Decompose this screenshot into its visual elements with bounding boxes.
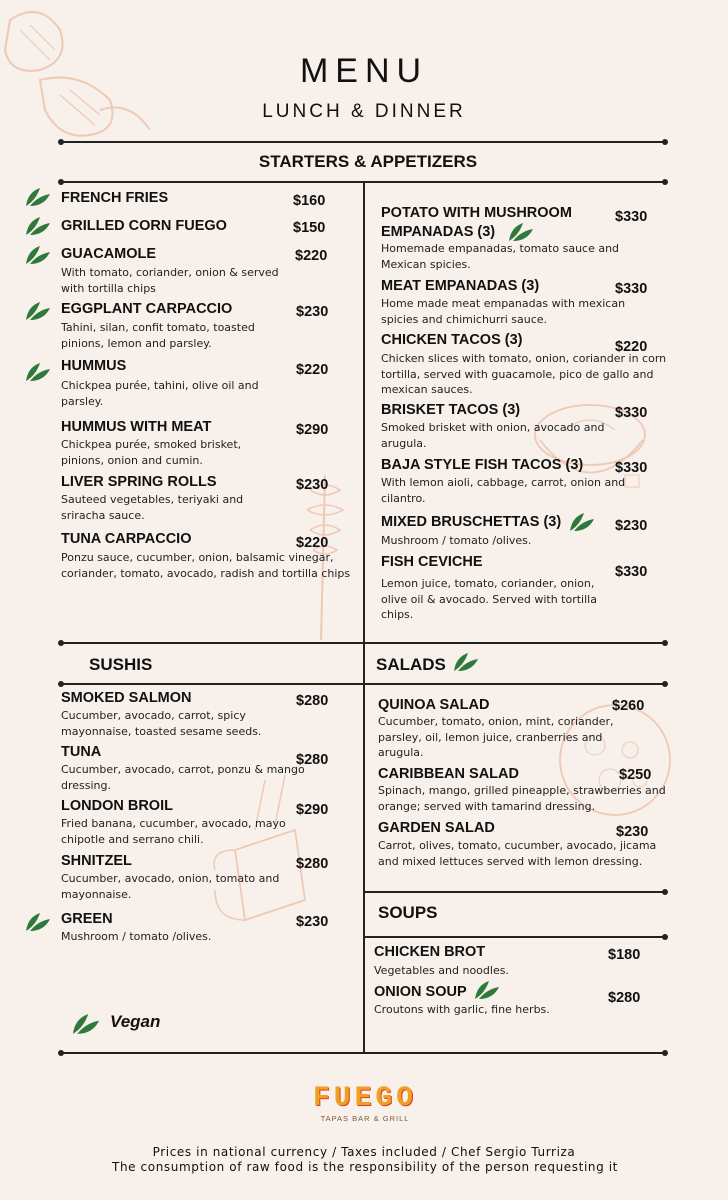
menu-item-price: $220 [615,339,648,355]
menu-item-description: Chickpea purée, smoked brisket, pinions, onion and cumin. [61,438,242,467]
menu-item-name: GRILLED CORN FUEGO [61,218,227,234]
divider-dot [662,139,668,145]
logo-wordmark: FUEGO [312,1083,417,1114]
vegan-leaf-icon [24,244,52,266]
menu-item-name: FRENCH FRIES [61,190,169,206]
menu-item-description: Homemade empanadas, tomato sauce and Mexican spicies. [381,242,620,271]
menu-item-name: GARDEN SALAD [378,820,495,836]
divider-dot [662,1050,668,1056]
sushi-sketch-illustration [195,770,325,930]
menu-item-name: TUNA CARPACCIO [61,531,192,547]
menu-item-name: GREEN [61,911,113,927]
menu-item-price: $230 [296,914,329,930]
divider-line [365,891,664,893]
divider-line [60,1052,664,1054]
logo-tagline: TAPAS BAR & GRILL [320,1114,410,1123]
menu-item-description: Fried banana, cucumber, avocado, mayo chipotle and serrano chili. [61,817,286,846]
menu-item-name: FISH CEVICHE [381,554,483,570]
menu-item-name: EMPANADAS (3) [381,224,496,240]
menu-item-price: $230 [616,824,649,840]
divider-line [365,936,664,938]
menu-item-description: Lemon juice, tomato, coriander, onion, olive oil & avocado. Served with tortilla chips. [381,577,597,621]
menu-item-name: ONION SOUP [374,984,467,1000]
vegan-leaf-icon [24,186,52,208]
menu-item-name: HUMMUS [61,358,127,374]
menu-item-name: GUACAMOLE [61,246,157,262]
menu-item-price: $220 [296,362,329,378]
menu-item-price: $330 [615,281,648,297]
divider-line [60,642,664,644]
menu-item-name: SHNITZEL [61,853,132,869]
menu-item-price: $280 [296,856,329,872]
menu-item-description: With tomato, coriander, onion & served with tortilla chips [61,266,279,295]
menu-item-price: $330 [615,209,648,225]
footer-prices-note: Prices in national currency / Taxes included / Chef Sergio Turriza [152,1145,576,1159]
fuego-logo [308,1084,422,1123]
menu-item-description: Carrot, olives, tomato, cucumber, avocado, jicama and mixed lettuces served with lemon dressing. [378,839,657,868]
menu-item-name: CHICKEN BROT [374,944,486,960]
menu-item-name: TUNA [61,744,102,760]
column-divider [363,182,365,1054]
vegan-leaf-icon [507,221,535,243]
menu-item-description: Mushroom / tomato /olives. [61,930,212,943]
menu-item-description: Ponzu sauce, cucumber, onion, balsamic vinegar, coriander, tomato, avocado, radish and tortilla chips [61,551,351,580]
menu-item-price: $280 [296,693,329,709]
menu-item-price: $260 [612,698,645,714]
menu-item-description: Sauteed vegetables, teriyaki and sriracha sauce. [61,493,244,522]
footer-raw-food-note: The consumption of raw food is the responsibility of the person requesting it [112,1160,618,1174]
menu-item-name: LONDON BROIL [61,798,173,814]
menu-item-price: $290 [296,422,329,438]
vegan-leaf-icon [568,511,596,533]
menu-item-name: HUMMUS WITH MEAT [61,419,212,435]
menu-item-price: $220 [296,535,329,551]
vegan-leaf-icon [24,300,52,322]
menu-item-name: EGGPLANT CARPACCIO [61,301,233,317]
menu-item-description: Cucumber, avocado, carrot, spicy mayonnaise, toasted sesame seeds. [61,709,262,738]
vegan-legend-label: Vegan [110,1012,161,1031]
menu-item-price: $330 [615,405,648,421]
vegan-leaf-icon [451,651,481,673]
section-heading-soups: SOUPS [378,903,438,922]
divider-dot [662,179,668,185]
vegan-leaf-icon [24,361,52,383]
menu-item-name: CHICKEN TACOS (3) [381,332,523,348]
vegan-leaf-icon [24,215,52,237]
menu-item-price: $230 [615,518,648,534]
menu-item-price: $150 [293,220,326,236]
menu-item-description: Cucumber, avocado, carrot, ponzu & mango dressing. [61,763,305,792]
menu-item-price: $280 [608,990,641,1006]
divider-dot [662,934,668,940]
menu-item-name: BRISKET TACOS (3) [381,402,521,418]
menu-item-price: $160 [293,193,326,209]
menu-title: MENU [299,52,429,90]
divider-dot [662,640,668,646]
menu-item-description: Vegetables and noodles. [374,964,509,977]
vegan-leaf-icon [70,1012,102,1036]
menu-item-name: BAJA STYLE FISH TACOS (3) [381,457,584,473]
vegan-leaf-icon [473,979,501,1001]
menu-item-price: $330 [615,564,648,580]
menu-item-price: $180 [608,947,641,963]
menu-item-price: $230 [296,477,329,493]
menu-item-price: $220 [295,248,328,264]
menu-item-price: $330 [615,460,648,476]
menu-item-name: MIXED BRUSCHETTAS (3) [381,514,562,530]
menu-item-name: LIVER SPRING ROLLS [61,474,217,490]
menu-item-description: Cucumber, tomato, onion, mint, coriander, parsley, oil, lemon juice, cranberries and arugula. [378,715,614,759]
menu-item-description: Croutons with garlic, fine herbs. [374,1003,550,1016]
section-heading-sushis: SUSHIS [89,655,153,674]
divider-line [60,683,664,685]
menu-item-name: CARIBBEAN SALAD [378,766,519,782]
menu-item-description: Cucumber, avocado, onion, tomato and mayonnaise. [61,872,280,901]
divider-dot [662,889,668,895]
divider-dot [662,681,668,687]
divider-line [60,141,664,143]
menu-item-name: MEAT EMPANADAS (3) [381,278,540,294]
vegan-leaf-icon [24,911,52,933]
menu-item-description: With lemon aioli, cabbage, carrot, onion and cilantro. [381,476,626,505]
menu-item-description: Home made meat empanadas with mexican spicies and chimichurri sauce. [381,297,626,326]
menu-item-name: POTATO WITH MUSHROOM [381,205,572,221]
menu-item-description: Tahini, silan, confit tomato, toasted pinions, lemon and parsley. [61,321,255,350]
menu-item-name: QUINOA SALAD [378,697,490,713]
menu-item-description: Mushroom / tomato /olives. [381,534,532,547]
menu-item-price: $290 [296,802,329,818]
menu-item-price: $280 [296,752,329,768]
menu-item-description: Spinach, mango, grilled pineapple, strawberries and orange; served with tamarind dressing. [378,784,666,813]
section-heading-starters: STARTERS & APPETIZERS [258,152,478,171]
divider-line [60,181,664,183]
section-heading-salads: SALADS [376,655,446,674]
menu-item-description: Chickpea purée, tahini, olive oil and parsley. [61,379,259,408]
menu-item-description: Chicken slices with tomato, onion, coriander in corn tortilla, served with guacamole, pico de gallo and mexican sauces. [381,352,667,396]
menu-item-name: SMOKED SALMON [61,690,192,706]
menu-subtitle: LUNCH & DINNER [262,101,466,122]
menu-item-price: $230 [296,304,329,320]
menu-item-price: $250 [619,767,652,783]
menu-item-description: Smoked brisket with onion, avocado and arugula. [381,421,605,450]
